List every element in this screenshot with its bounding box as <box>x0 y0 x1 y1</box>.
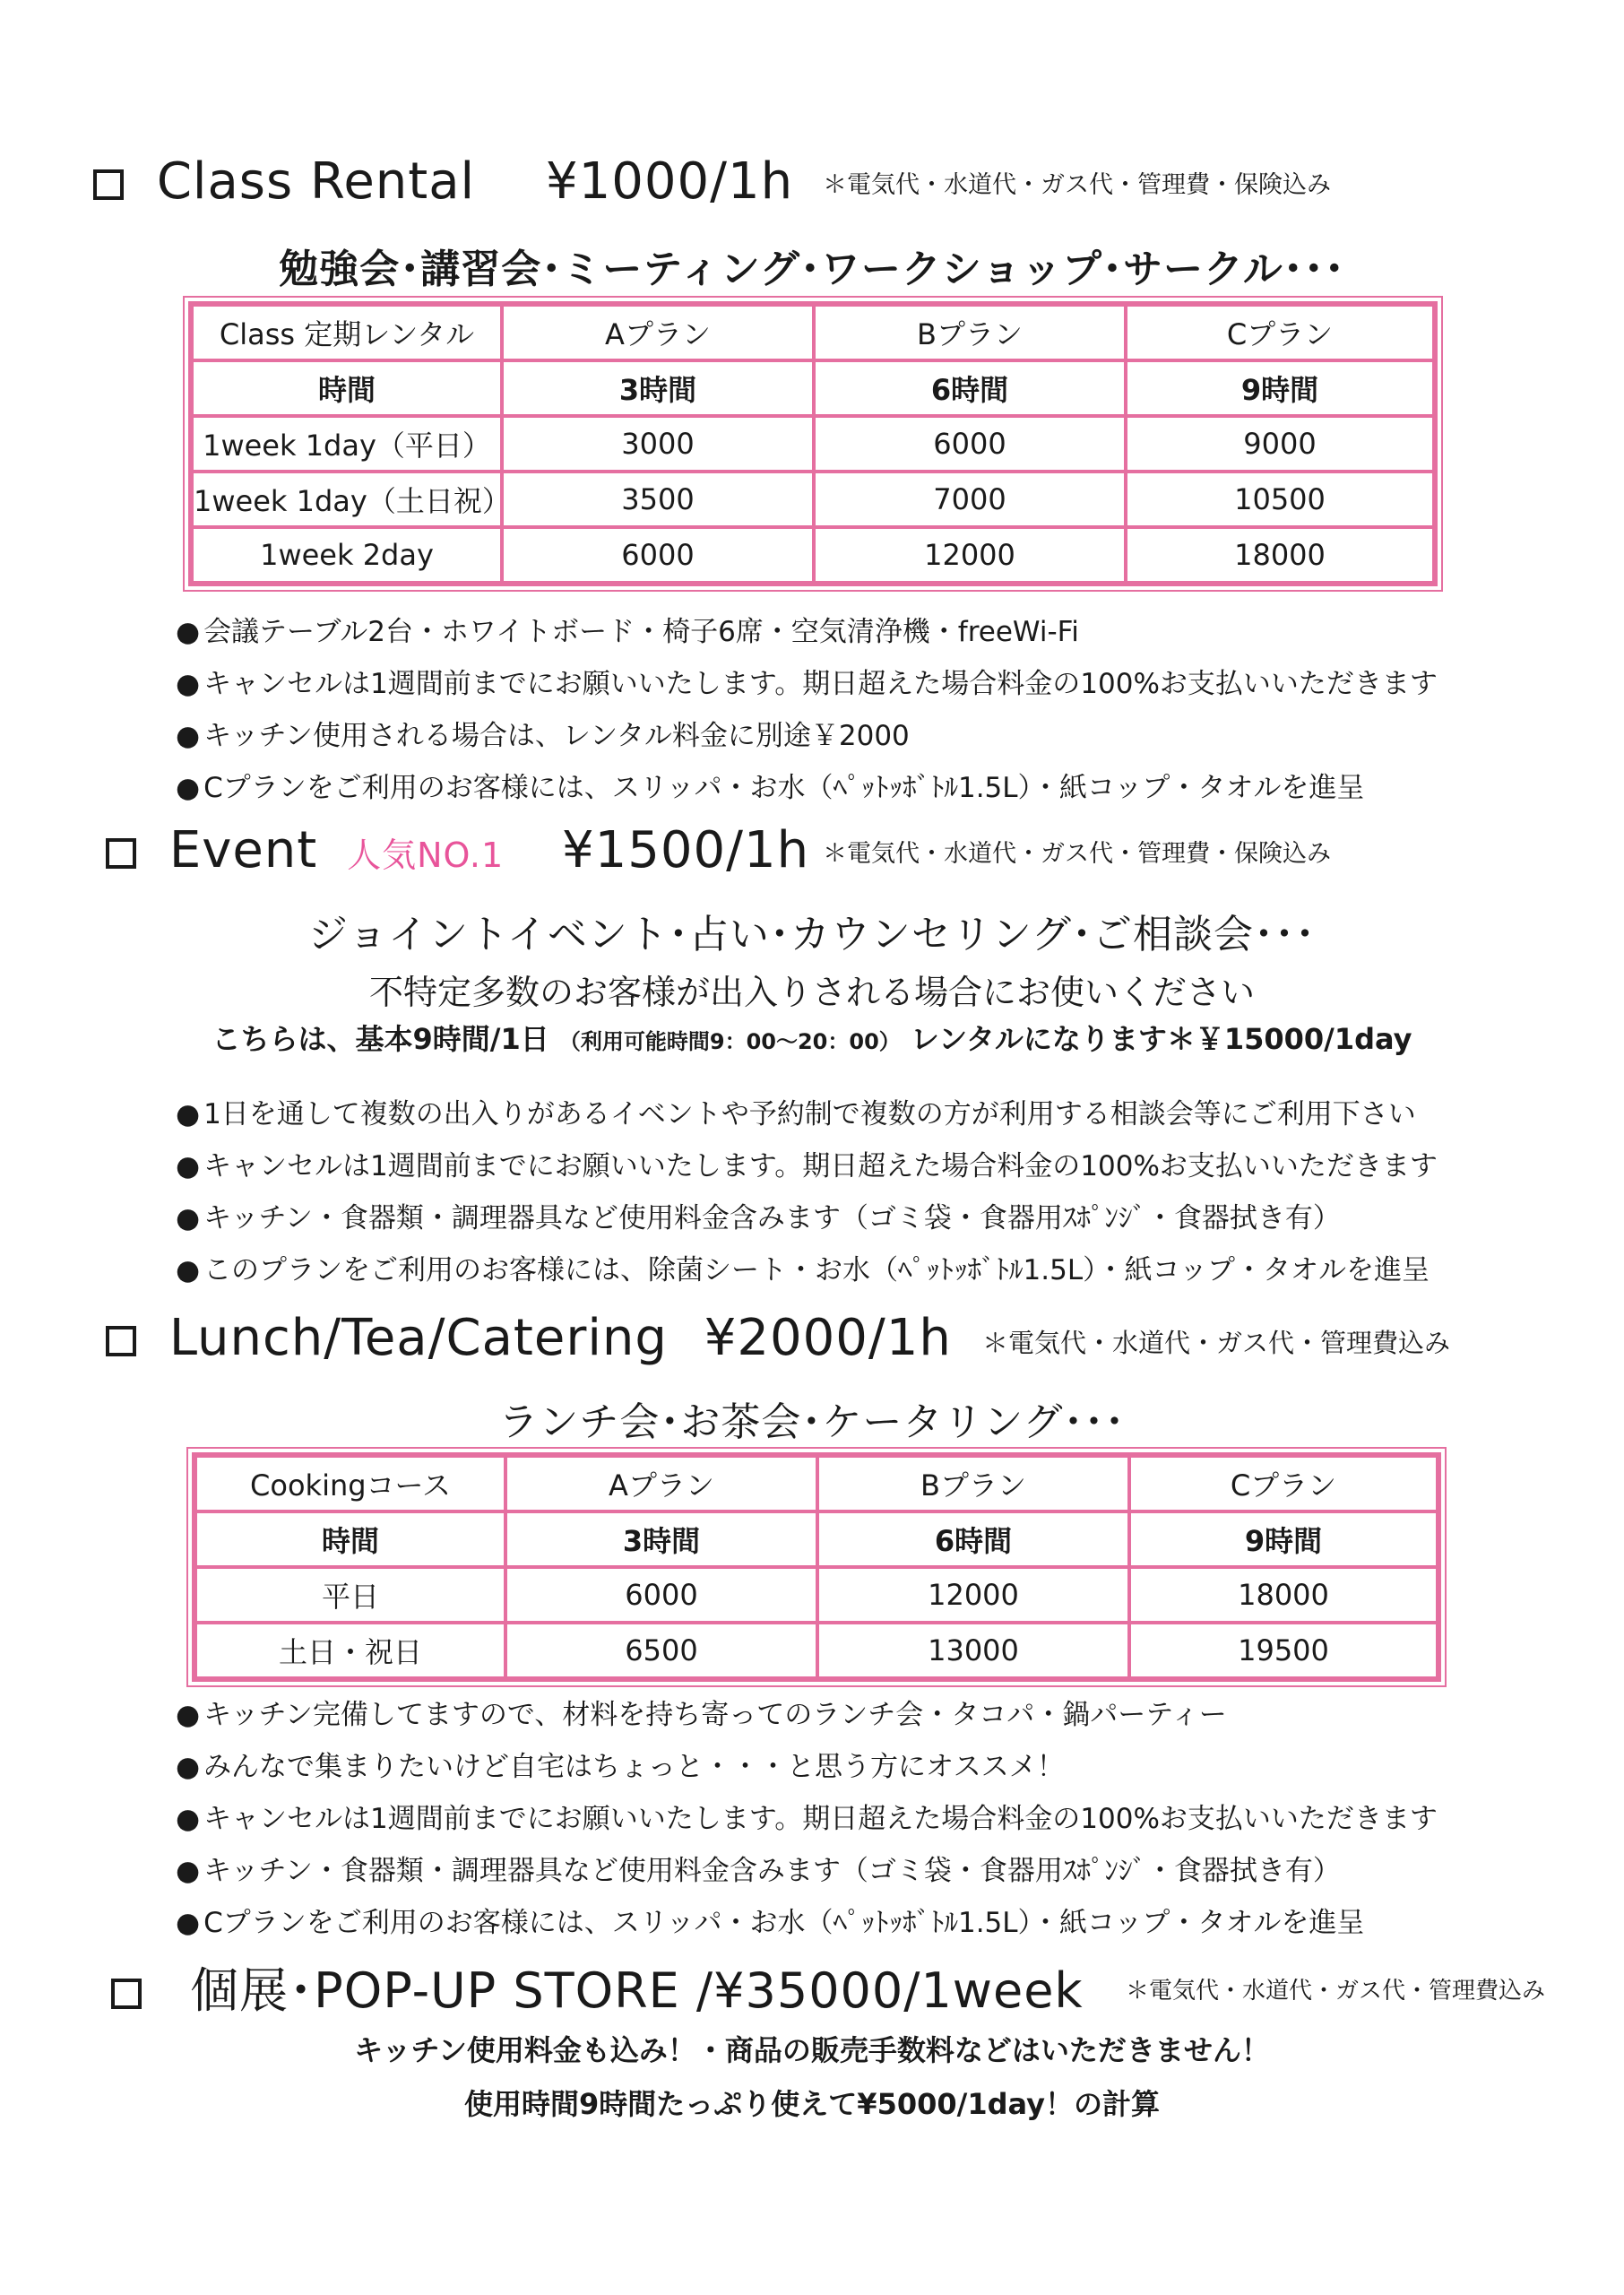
table-row <box>195 1623 1438 1678</box>
table-cell: 6時間 <box>814 360 1126 416</box>
table-cell: 12000 <box>817 1567 1129 1623</box>
table-cell: 9時間 <box>1126 360 1434 416</box>
class-rental-note: ＊電気代・水道代・ガス代・管理費・保険込み <box>823 171 1331 199</box>
lunch-checkbox[interactable] <box>106 1326 136 1356</box>
list-item: ● Cプランをご利用のお客様には、スリッパ・お水（ﾍﾟｯﾄｯﾎﾞﾄﾙ1.5L）・紙コップ・タオルを進呈 <box>176 1897 1438 1949</box>
table-header-cell: Bプラン <box>814 305 1126 360</box>
table-header-cell: Bプラン <box>817 1456 1129 1511</box>
table-cell: 6000 <box>505 1567 817 1623</box>
event-title: Event <box>168 821 318 879</box>
table-cell: 12000 <box>814 527 1126 583</box>
event-basic-suffix: レンタルになります＊￥15000/1day <box>910 1022 1412 1056</box>
table-row <box>195 1567 1438 1623</box>
table-header-cell: Class 定期レンタル <box>192 305 502 360</box>
list-item: ● 1日を通して複数の出入りがあるイベントや予約制で複数の方が利用する相談会等にご利用下さい <box>176 1088 1438 1140</box>
table-header-row <box>192 305 1434 360</box>
table-cell: 1week 1day（土日祝） <box>192 472 502 527</box>
table-cell: 6000 <box>814 416 1126 472</box>
popup-header <box>111 1953 1084 2022</box>
event-badge: 人気NO.1 <box>347 836 505 875</box>
popup-note: ＊電気代・水道代・ガス代・管理費込み <box>1126 1978 1546 2005</box>
event-tagline: ジョイントイベント･占い･カウンセリング･ご相談会･･･ <box>307 912 1317 957</box>
class-rental-header <box>93 152 793 211</box>
list-item: ● キャンセルは1週間前までにお願いいたします。期日超えた場合料金の100%お支払いいただきます <box>176 1140 1438 1192</box>
table-cell: 1week 1day（平日） <box>192 416 502 472</box>
table-cell: 3時間 <box>505 1511 817 1567</box>
list-item: ● キャンセルは1週間前までにお願いいたします。期日超えた場合料金の100%お支払いいただきます <box>176 1793 1438 1845</box>
list-item: ● このプランをご利用のお客様には、除菌シート・お水（ﾍﾟｯﾄｯﾎﾞﾄﾙ1.5L）・紙コップ・タオルを進呈 <box>176 1244 1438 1296</box>
lunch-title: Lunch/Tea/Catering <box>168 1309 668 1367</box>
lunch-price: ¥2000/1h <box>704 1309 952 1367</box>
table-row <box>195 1511 1438 1567</box>
lunch-bullets <box>176 1689 1438 1949</box>
table-cell: 1week 2day <box>192 527 502 583</box>
table-cell: 3000 <box>502 416 814 472</box>
table-cell: 6000 <box>502 527 814 583</box>
event-header <box>106 821 809 879</box>
table-cell: 6時間 <box>817 1511 1129 1567</box>
lunch-table <box>192 1452 1441 1682</box>
table-row <box>192 416 1434 472</box>
event-basic-hours: （利用可能時間9：00〜20：00） <box>558 1029 901 1054</box>
table-header-cell: Aプラン <box>505 1456 817 1511</box>
table-header-cell: Cookingコース <box>195 1456 505 1511</box>
table-cell: 3500 <box>502 472 814 527</box>
event-subline: 不特定多数のお客様が出入りされる場合にお使いください <box>368 973 1255 1012</box>
list-item: ● 会議テーブル2台・ホワイトボード・椅子6席・空気清浄機・freeWi-Fi <box>176 606 1438 658</box>
table-cell: 時間 <box>192 360 502 416</box>
popup-line1: キッチン使用料金も込み！・商品の販売手数料などはいただきません！ <box>354 2033 1270 2067</box>
table-row <box>192 360 1434 416</box>
class-rental-tagline: 勉強会･講習会･ミーティング･ワークショップ･サークル･･･ <box>279 247 1345 292</box>
list-item: ● キッチン完備してますので、材料を持ち寄ってのランチ会・タコパ・鍋パーティー <box>176 1689 1438 1741</box>
event-checkbox[interactable] <box>106 838 136 869</box>
list-item: ● キャンセルは1週間前までにお願いいたします。期日超えた場合料金の100%お支払いいただきます <box>176 658 1438 710</box>
class-rental-checkbox[interactable] <box>93 169 124 200</box>
table-header-cell: Cプラン <box>1126 305 1434 360</box>
popup-title: 個展･POP-UP STORE /¥35000/1week <box>190 1962 1084 2019</box>
table-cell: 9時間 <box>1129 1511 1438 1567</box>
table-header-cell: Cプラン <box>1129 1456 1438 1511</box>
list-item: ● Cプランをご利用のお客様には、スリッパ・お水（ﾍﾟｯﾄｯﾎﾞﾄﾙ1.5L）・紙コップ・タオルを進呈 <box>176 762 1438 814</box>
table-cell: 6500 <box>505 1623 817 1678</box>
table-cell: 7000 <box>814 472 1126 527</box>
list-item: ● キッチン使用される場合は、レンタル料金に別途￥2000 <box>176 710 1438 762</box>
list-item: ● みんなで集まりたいけど自宅はちょっと・・・と思う方にオススメ！ <box>176 1741 1438 1793</box>
list-item: ● キッチン・食器類・調理器具など使用料金含みます（ゴミ袋・食器用ｽﾎﾟﾝｼﾞ・食器拭き有） <box>176 1192 1438 1244</box>
table-cell: 10500 <box>1126 472 1434 527</box>
lunch-tagline: ランチ会･お茶会･ケータリング･･･ <box>498 1399 1126 1445</box>
table-cell: 13000 <box>817 1623 1129 1678</box>
table-cell: 土日・祝日 <box>195 1623 505 1678</box>
table-header-row <box>195 1456 1438 1511</box>
table-cell: 18000 <box>1126 527 1434 583</box>
table-cell: 平日 <box>195 1567 505 1623</box>
table-cell: 時間 <box>195 1511 505 1567</box>
class-rental-price: ¥1000/1h <box>545 152 794 211</box>
table-cell: 19500 <box>1129 1623 1438 1678</box>
table-header-cell: Aプラン <box>502 305 814 360</box>
popup-line2: 使用時間9時間たっぷり使えて¥5000/1day！の計算 <box>464 2087 1160 2121</box>
event-basic-line <box>0 1017 1624 1058</box>
event-price: ¥1500/1h <box>561 821 810 879</box>
lunch-note: ＊電気代・水道代・ガス代・管理費込み <box>982 1328 1451 1358</box>
event-basic-prefix: こちらは、基本9時間/1日 <box>212 1022 549 1056</box>
lunch-header <box>106 1309 952 1367</box>
table-cell: 9000 <box>1126 416 1434 472</box>
class-rental-title: Class Rental <box>156 152 476 211</box>
table-cell: 18000 <box>1129 1567 1438 1623</box>
event-note: ＊電気代・水道代・ガス代・管理費・保険込み <box>823 840 1331 868</box>
table-cell: 3時間 <box>502 360 814 416</box>
table-row <box>192 472 1434 527</box>
table-row <box>192 527 1434 583</box>
list-item: ● キッチン・食器類・調理器具など使用料金含みます（ゴミ袋・食器用ｽﾎﾟﾝｼﾞ・食器拭き有） <box>176 1845 1438 1897</box>
class-rental-table <box>188 301 1438 586</box>
class-rental-bullets <box>176 606 1438 814</box>
event-bullets <box>176 1088 1438 1296</box>
popup-checkbox[interactable] <box>111 1979 142 2009</box>
